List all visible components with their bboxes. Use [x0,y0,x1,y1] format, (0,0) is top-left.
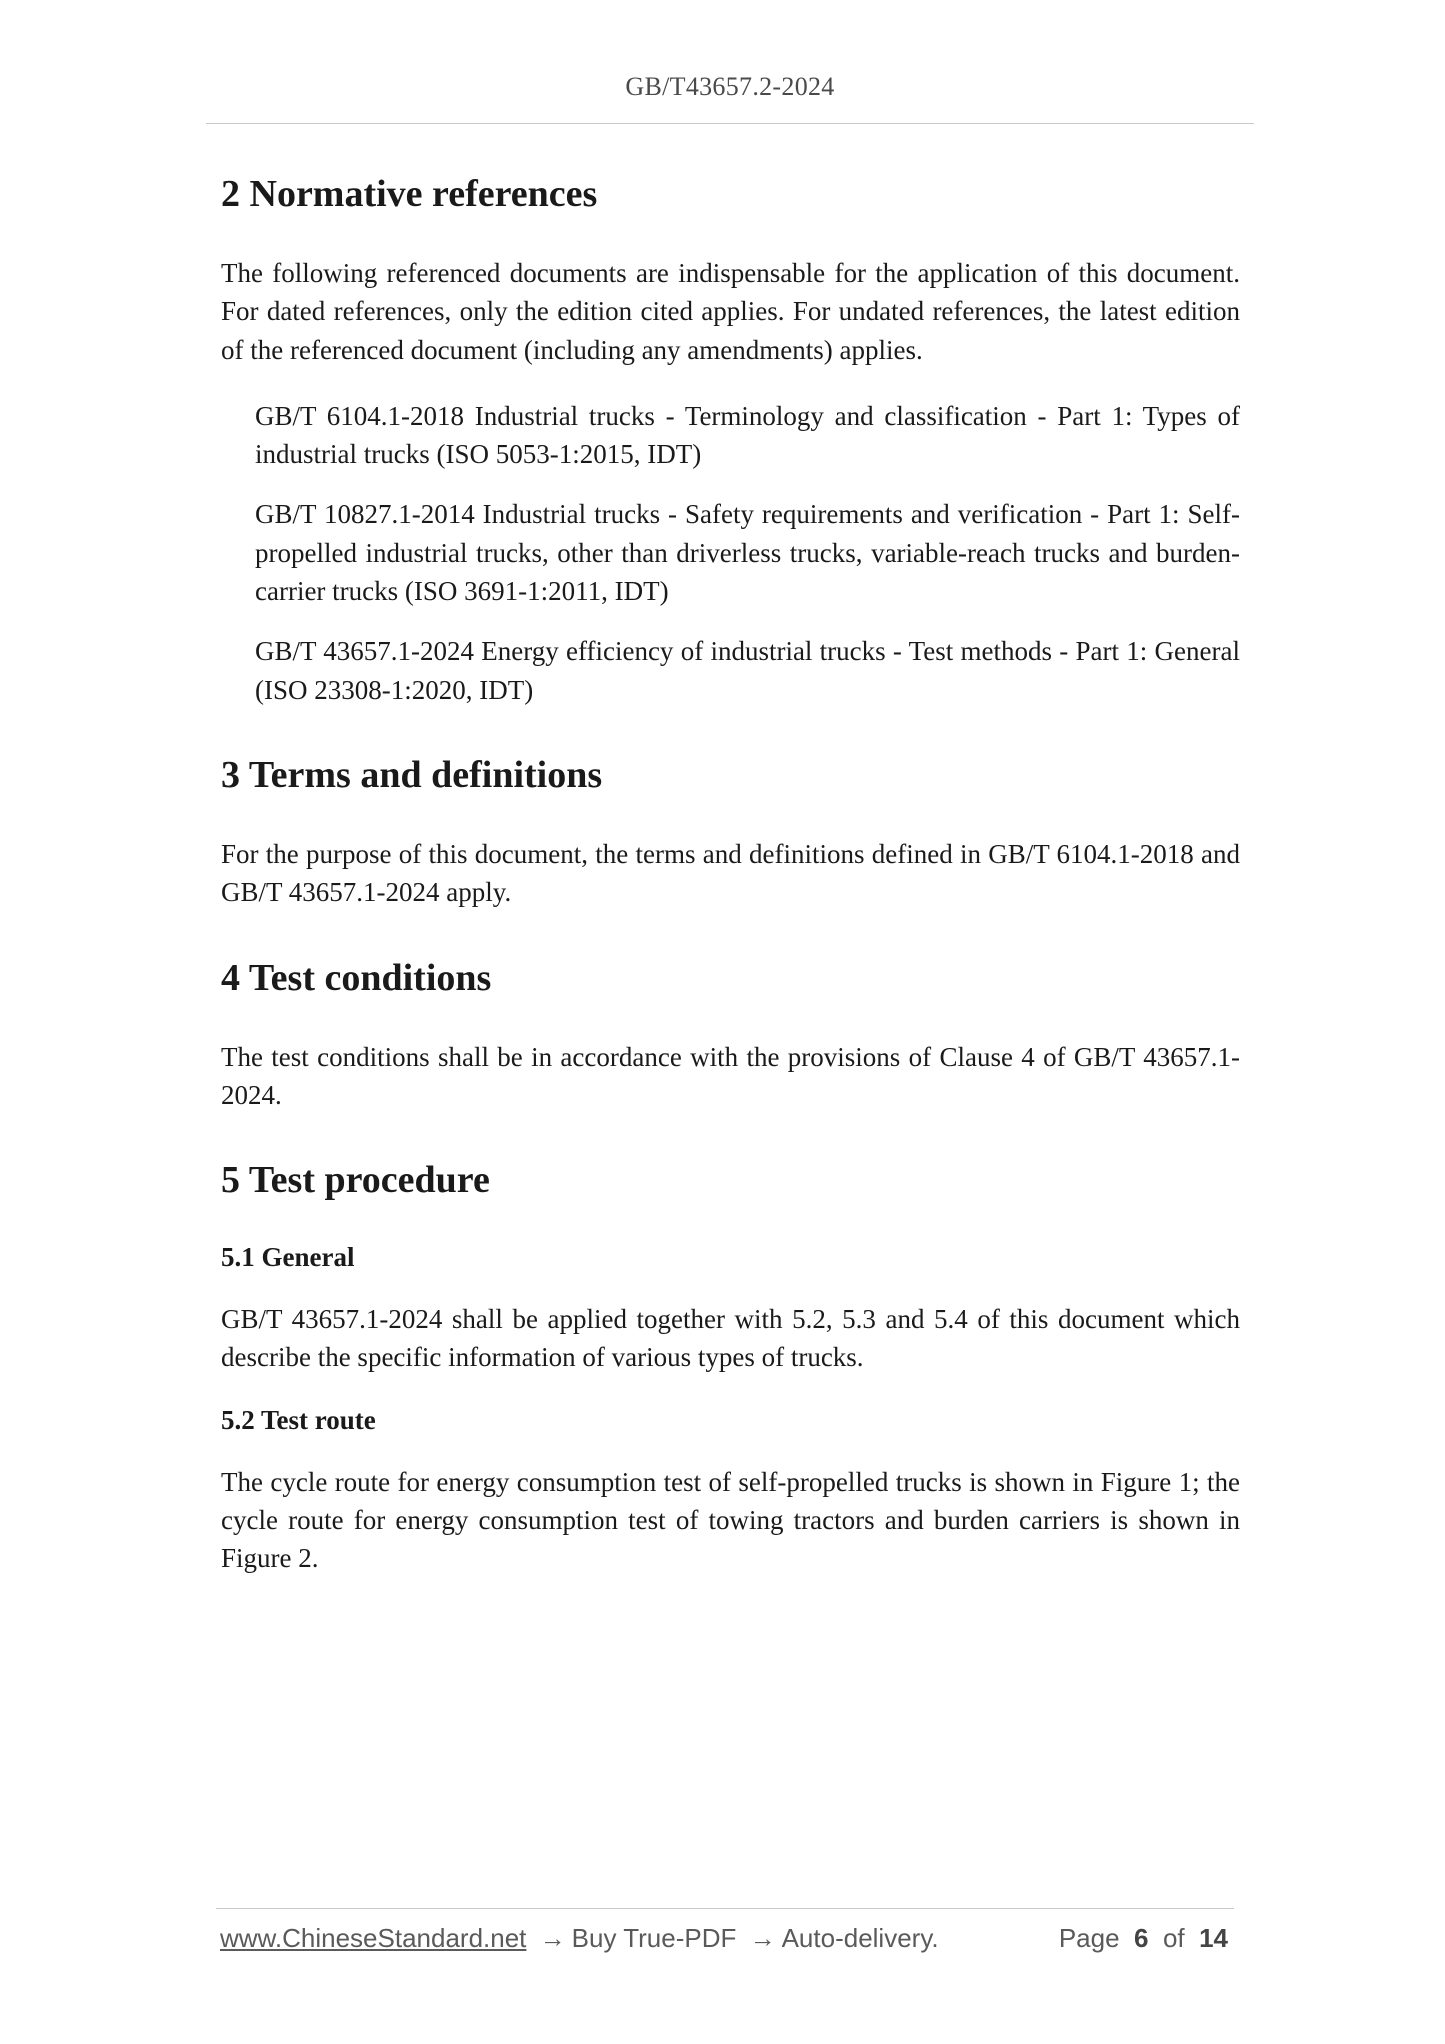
current-page: 6 [1134,1923,1149,1953]
page-content [221,160,1240,1578]
reference-item: GB/T 6104.1-2018 Industrial trucks - Terminology and classification - Part 1: Types of industrial trucks (ISO 5053-1:2015, IDT) [255,400,1240,470]
header-divider [206,123,1254,124]
section-5-heading: 5 Test procedure [221,1159,490,1202]
buy-text: Buy True-PDF [571,1923,737,1953]
section-3-body: For the purpose of this document, the terms and definitions defined in GB/T 6104.1-2018 and GB/T 43657.1-2024 apply. [221,838,1240,908]
reference-item: GB/T 10827.1-2014 Industrial trucks - Safety requirements and verification - Part 1: Self-propelled industrial trucks, other than driverless trucks, variable-reach trucks and burden-carrier trucks (ISO 3691-1:2011, IDT) [255,499,1240,607]
section-4-heading: 4 Test conditions [221,956,492,999]
footer-divider [216,1908,1234,1909]
section-3-heading: 3 Terms and definitions [221,753,603,796]
section-5-2-heading: 5.2 Test route [221,1404,376,1435]
footer-promo [220,1923,939,1954]
page-number [1059,1923,1228,1954]
delivery-text: Auto-delivery. [781,1923,939,1953]
arrow-right-icon: → [749,1923,776,1953]
of-label: of [1162,1923,1185,1953]
section-2-heading: 2 Normative references [221,173,598,215]
section-5-2-body: The cycle route for energy consumption test of self-propelled trucks is shown in Figure 1; the cycle route for energy consumption test of towing tractors and burden carriers is shown in Figure 2. [221,1466,1240,1574]
page-footer [220,1923,1232,1963]
reference-item: GB/T 43657.1-2024 Energy efficiency of industrial trucks - Test methods - Part 1: General (ISO 23308-1:2020, IDT) [255,636,1240,705]
section-4-body: The test conditions shall be in accordance with the provisions of Clause 4 of GB/T 43657.1-2024. [221,1041,1240,1110]
section-2-intro: The following referenced documents are indispensable for the application of this document. For dated references, only the edition cited applies. For undated references, the latest edition of the referenced document (including any amendments) applies. [221,258,1240,365]
website-link[interactable]: www.ChineseStandard.net [220,1923,527,1953]
arrow-right-icon: → [539,1923,566,1953]
page-label: Page [1058,1923,1120,1953]
section-5-1-body: GB/T 43657.1-2024 shall be applied together with 5.2, 5.3 and 5.4 of this document which describe the specific information of various types of trucks. [221,1304,1240,1373]
section-5-1-heading: 5.1 General [221,1242,355,1273]
running-header: GB/T43657.2-2024 [625,72,835,101]
total-pages: 14 [1199,1923,1228,1953]
